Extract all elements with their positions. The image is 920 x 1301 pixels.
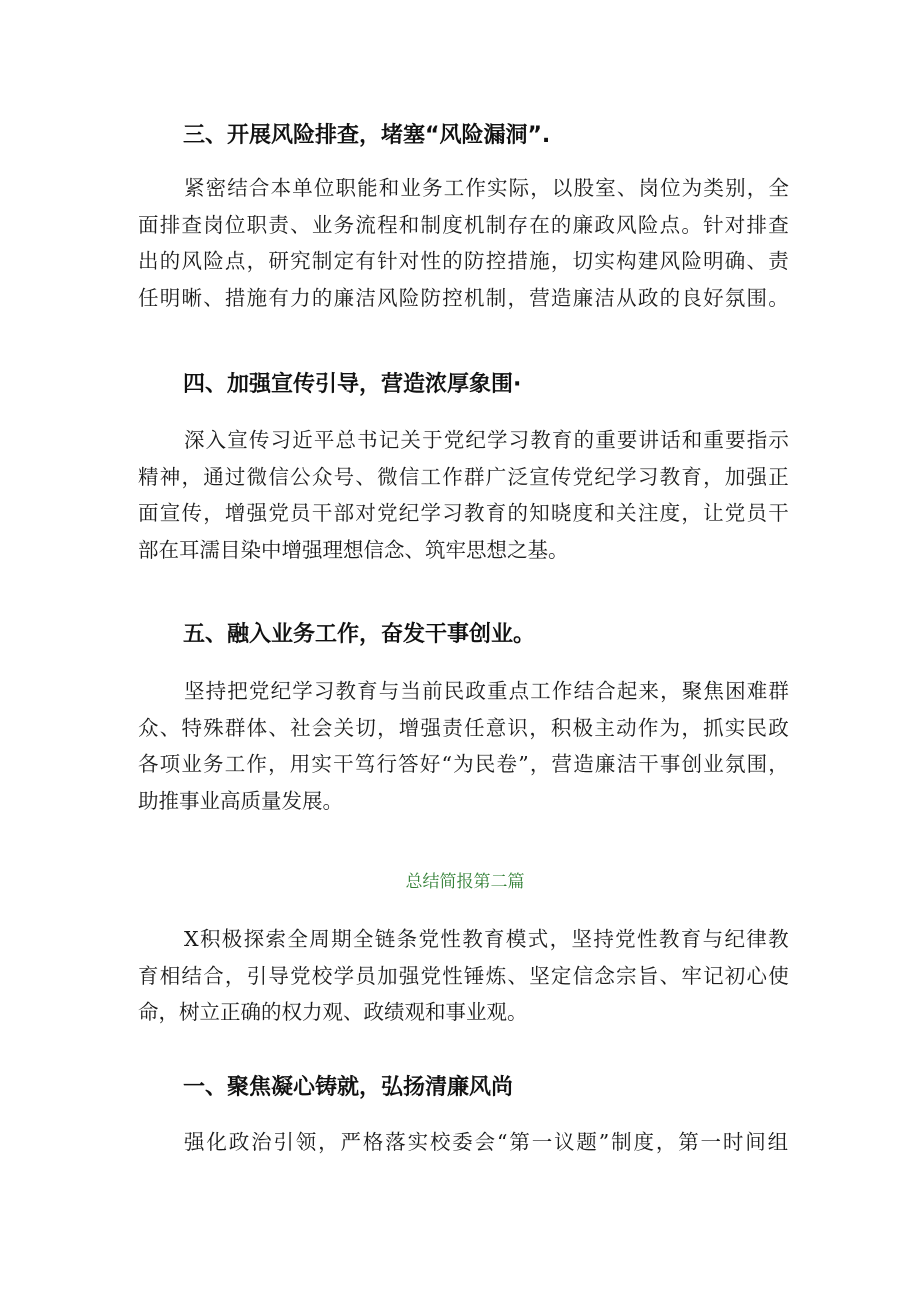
section-paragraph-3	[138, 170, 790, 316]
article-subtitle: 总结简报第二篇	[405, 872, 525, 892]
paragraph-line: 部在耳濡目染中增强理想信念、筑牢思想之基。	[138, 537, 569, 562]
paragraph-line: 紧密结合本单位职能和业务工作实际，以股室、岗位为类别，全	[184, 176, 790, 200]
paragraph-line: 面排查岗位职责、业务流程和制度机制存在的廉政风险点。针对排查	[138, 212, 790, 237]
section-paragraph-4	[138, 422, 790, 568]
paragraph-line: 助推事业高质量发展。	[138, 788, 343, 813]
paragraph-line: 任明晰、措施有力的廉洁风险防控机制，营造廉洁从政的良好氛围。	[138, 285, 790, 310]
section-heading-3: 三、开展风险排查，堵塞“风险漏洞”.	[183, 123, 551, 148]
section-heading-1: 一、聚焦凝心铸就，弘扬清廉风尚	[183, 1075, 514, 1100]
section-paragraph-1	[138, 1124, 790, 1161]
paragraph-line: 众、特殊群体、社会关切，增强责任意识，积极主动作为，抓实民政	[138, 715, 790, 740]
section-heading-5: 五、融入业务工作，奋发干事创业。	[183, 622, 536, 647]
paragraph-line: 深入宣传习近平总书记关于党纪学习教育的重要讲话和重要指示	[184, 428, 790, 452]
paragraph-line: 强化政治引领，严格落实校委会“第一议题”制度，第一时间组	[184, 1130, 790, 1154]
paragraph-line: 精神，通过微信公众号、微信工作群广泛宣传党纪学习教育，加强正	[138, 464, 790, 489]
paragraph-line: 面宣传，增强党员干部对党纪学习教育的知晓度和关注度，让党员干	[138, 501, 790, 525]
paragraph-line: X积极探索全周期全链条党性教育模式，坚持党性教育与纪律教	[184, 927, 790, 951]
section-paragraph-5	[138, 673, 790, 819]
paragraph-line: 出的风险点，研究制定有针对性的防控措施，切实构建风险明确、责	[138, 249, 790, 273]
paragraph-line: 育相结合，引导党校学员加强党性锤炼、坚定信念宗旨、牢记初心使	[138, 963, 790, 988]
paragraph-line: 命，树立正确的权力观、政绩观和事业观。	[138, 1000, 528, 1024]
section-heading-4: 四、加强宣传引导，营造浓厚象围·	[183, 372, 522, 397]
paragraph-line: 各项业务工作，用实干笃行答好“为民卷”，营造廉洁干事创业氛围，	[138, 752, 790, 776]
intro-paragraph	[138, 921, 790, 1031]
paragraph-line: 坚持把党纪学习教育与当前民政重点工作结合起来，聚焦困难群	[184, 679, 790, 703]
